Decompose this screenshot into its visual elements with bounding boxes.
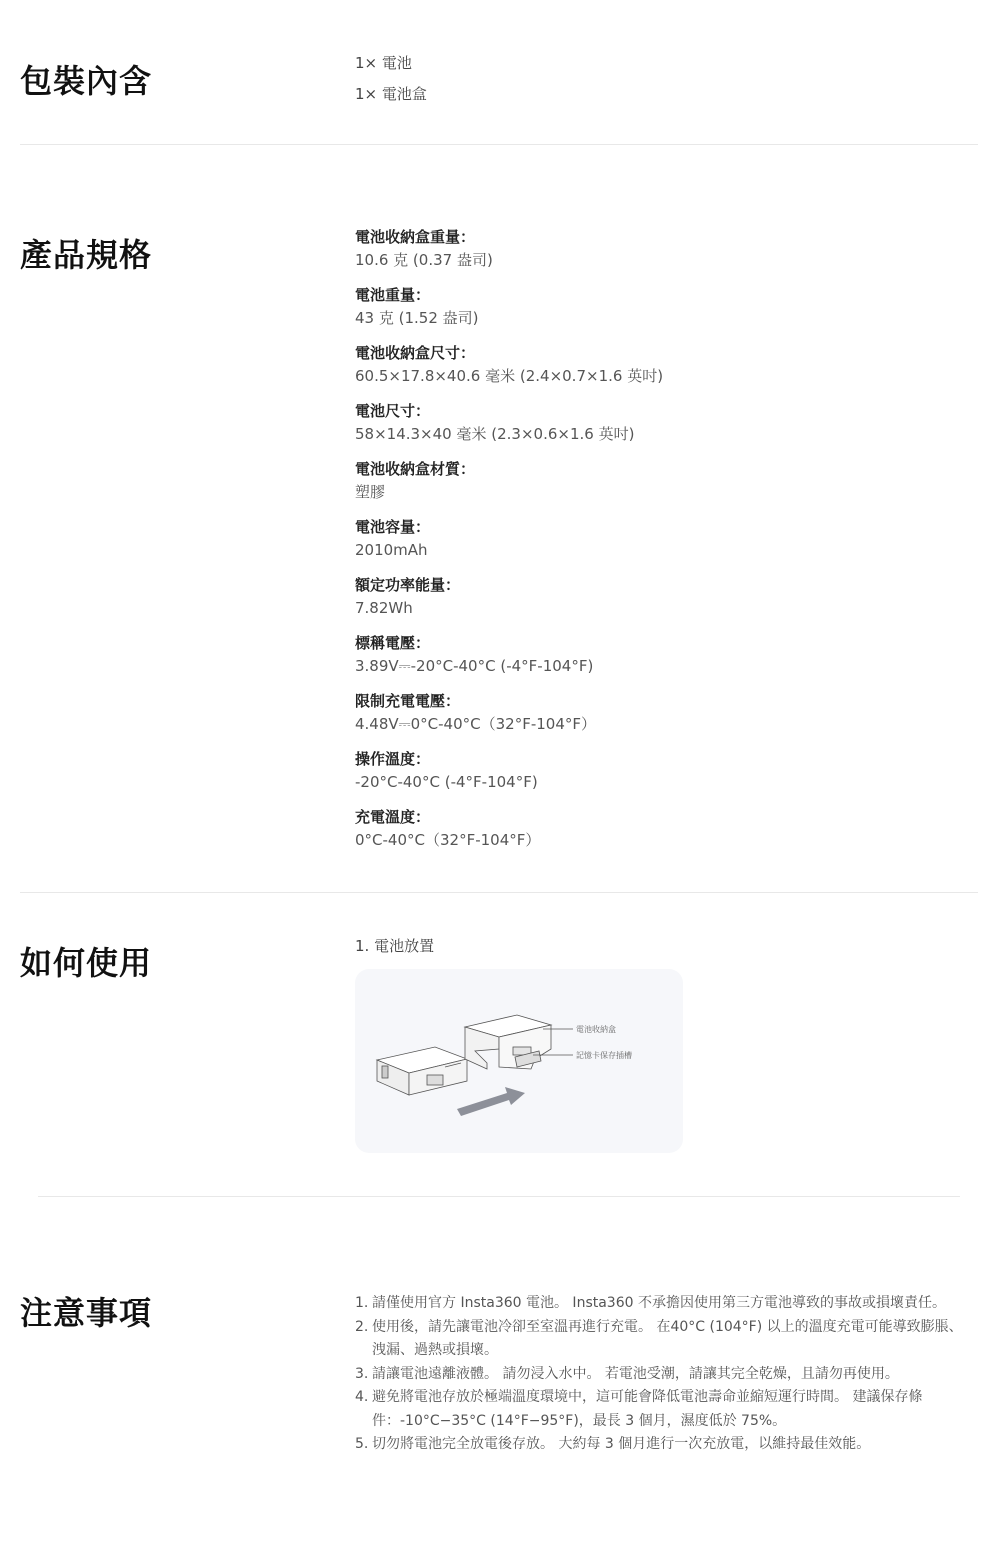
spec-value: -20°C-40°C (-4°F-104°F) [355,773,538,791]
spec-value: 0°C-40°C（32°F-104°F） [355,831,541,849]
spec-value: 60.5×17.8×40.6 毫米 (2.4×0.7×1.6 英吋) [355,367,664,385]
spec-item [355,284,975,330]
notes-heading: 注意事項 [20,1294,153,1332]
battery-case-diagram [355,969,683,1153]
battery-placement-illustration [355,969,683,1153]
spec-value: 58×14.3×40 毫米 (2.3×0.6×1.6 英吋) [355,425,635,443]
spec-label: 電池收納盒重量： [355,228,476,246]
divider [20,892,978,893]
usage-step-title: 1. 電池放置 [355,937,435,955]
note-item [355,1316,975,1363]
battery-graphic [377,1047,467,1095]
note-number: 1. [355,1295,369,1311]
insert-arrow-icon [457,1087,525,1116]
notes-list [355,1292,975,1457]
usage-heading: 如何使用 [20,944,153,982]
divider [20,144,978,145]
spec-value: 3.89V⎓-20°C-40°C (-4°F-104°F) [355,657,594,675]
spec-item [355,516,975,562]
specs-heading: 產品規格 [20,236,153,274]
usage-content [355,936,975,1153]
notes-content [355,1292,975,1457]
note-item [355,1292,975,1316]
spec-value: 43 克 (1.52 盎司) [355,309,479,327]
note-number: 3. [355,1365,369,1382]
spec-value: 塑膠 [355,483,386,501]
spec-label: 電池收納盒尺寸： [355,344,476,362]
note-item [355,1363,975,1387]
spec-value: 4.48V⎓0°C-40°C（32°F-104°F） [355,715,597,733]
spec-label: 電池重量： [355,286,431,304]
note-text: 使用後，請先讓電池冷卻至室溫再進行充電。 在40°C (104°F) 以上的溫度充電可能導致膨脹、洩漏、過熱或損壞。 [372,1318,963,1358]
spec-label: 電池容量： [355,518,431,536]
spec-item [355,400,975,446]
spec-item [355,458,975,504]
callout-case-label: 電池收納盒 [576,1025,616,1034]
spec-item [355,690,975,736]
divider [38,1196,960,1197]
package-contents [355,48,975,110]
spec-label: 電池尺寸： [355,402,431,420]
spec-label: 電池收納盒材質： [355,460,476,478]
specs-list [355,226,975,864]
spec-item [355,342,975,388]
package-item: 1× 電池盒 [355,85,427,103]
spec-label: 限制充電電壓： [355,692,461,710]
note-number: 4. [355,1389,369,1405]
note-text: 請讓電池遠離液體。 請勿浸入水中。 若電池受潮，請讓其完全乾燥，且請勿再使用。 [372,1365,899,1382]
spec-value: 2010mAh [355,541,428,559]
spec-item [355,226,975,272]
note-number: 5. [355,1436,369,1452]
package-item: 1× 電池 [355,54,412,72]
note-item [355,1433,975,1457]
spec-label: 額定功率能量： [355,576,461,594]
callout-slot-label: 記憶卡保存插槽 [576,1051,632,1060]
spec-item [355,806,975,852]
battery-case-graphic [465,1015,551,1069]
spec-item [355,748,975,794]
spec-value: 7.82Wh [355,599,413,617]
spec-item [355,632,975,678]
note-number: 2. [355,1318,369,1335]
note-text: 切勿將電池完全放電後存放。 大約每 3 個月進行一次充放電，以維持最佳效能。 [372,1436,871,1452]
spec-item [355,574,975,620]
spec-label: 充電溫度： [355,808,431,826]
spec-label: 標稱電壓： [355,634,431,652]
package-heading: 包裝內含 [20,62,153,100]
note-text: 請僅使用官方 Insta360 電池。 Insta360 不承擔因使用第三方電池導致的事故或損壞責任。 [372,1295,946,1311]
spec-label: 操作溫度： [355,750,431,768]
note-text: 避免將電池存放於極端溫度環境中，這可能會降低電池壽命並縮短運行時間。 建議保存條件：-10°C−35°C (14°F−95°F)，最長 3 個月，濕度低於 75%。 [372,1389,923,1429]
note-item [355,1386,975,1433]
spec-value: 10.6 克 (0.37 盎司) [355,251,493,269]
